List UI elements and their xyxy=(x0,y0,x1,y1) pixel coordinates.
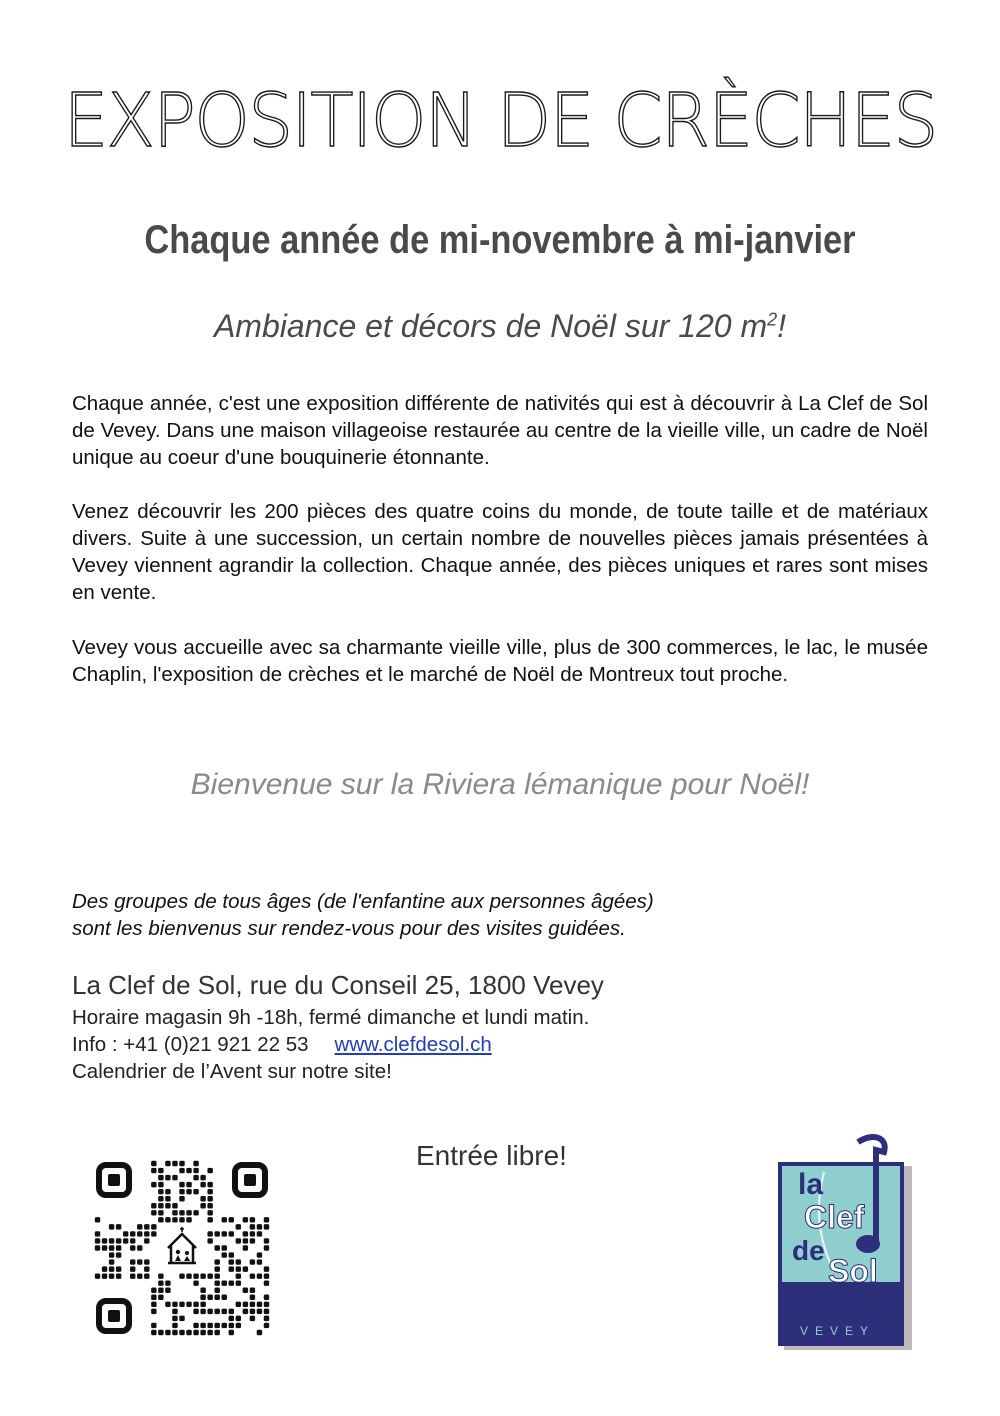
opening-hours: Horaire magasin 9h -18h, fermé dimanche et lundi matin. xyxy=(72,1006,590,1029)
groups-line-1: Des groupes de tous âges (de l'enfantine aux personnes âgées) xyxy=(72,890,654,913)
page-title: EXPOSITION DE CRÈCHES xyxy=(63,78,937,164)
logo-word-la: la xyxy=(798,1168,824,1201)
logo-word-sol: Sol xyxy=(828,1253,878,1289)
tagline-superscript: 2 xyxy=(767,309,778,330)
logo-city: VEVEY xyxy=(800,1324,876,1338)
paragraph-collection: Venez découvrir les 200 pièces des quatre coins du monde, de toute taille et de matériaux divers. Suite à une succession, un certain nombre de nouvelles pièces jamais présentées à Vevey viennent agrandir la collection. Chaque année, des pièces uniques et rares sont mises en vente. xyxy=(72,500,928,604)
welcome-message: Bienvenue sur la Riviera lémanique pour Noël! xyxy=(190,768,810,801)
groups-line-2: sont les bienvenus sur rendez-vous pour des visites guidées. xyxy=(72,917,626,940)
subtitle: Chaque année de mi-novembre à mi-janvier xyxy=(144,218,856,262)
paragraph-vevey: Vevey vous accueille avec sa charmante vieille ville, plus de 300 commerces, le lac, le musée Chaplin, l'exposition de crèches et le marché de Noël de Montreux tout proche. xyxy=(72,636,928,686)
address: La Clef de Sol, rue du Conseil 25, 1800 Vevey xyxy=(72,970,604,1000)
phone-number: Info : +41 (0)21 921 22 53 xyxy=(72,1033,309,1056)
website-link[interactable]: www.clefdesol.ch xyxy=(334,1033,492,1056)
paragraph-intro: Chaque année, c'est une exposition différente de nativités qui est à découvrir à La Clef de Sol de Vevey. Dans une maison villageoise restaurée au centre de la vieille ville, un cadre de Noël unique au coeur d'une bouquinerie étonnante. xyxy=(72,392,928,469)
free-entry: Entrée libre! xyxy=(416,1140,567,1171)
advent-calendar-note: Calendrier de l’Avent sur notre site! xyxy=(72,1060,392,1083)
logo-word-clef: Clef xyxy=(804,1199,865,1235)
tagline-text: Ambiance et décors de Noël sur 120 m xyxy=(213,308,768,344)
groups-note xyxy=(72,888,932,942)
qr-code xyxy=(94,1160,270,1336)
tagline xyxy=(0,308,1000,345)
contact-info xyxy=(72,1033,492,1057)
nativity-icon xyxy=(164,1227,200,1266)
tagline-end: ! xyxy=(777,308,787,344)
logo-word-de: de xyxy=(792,1235,825,1266)
clef-de-sol-logo xyxy=(764,1132,914,1350)
